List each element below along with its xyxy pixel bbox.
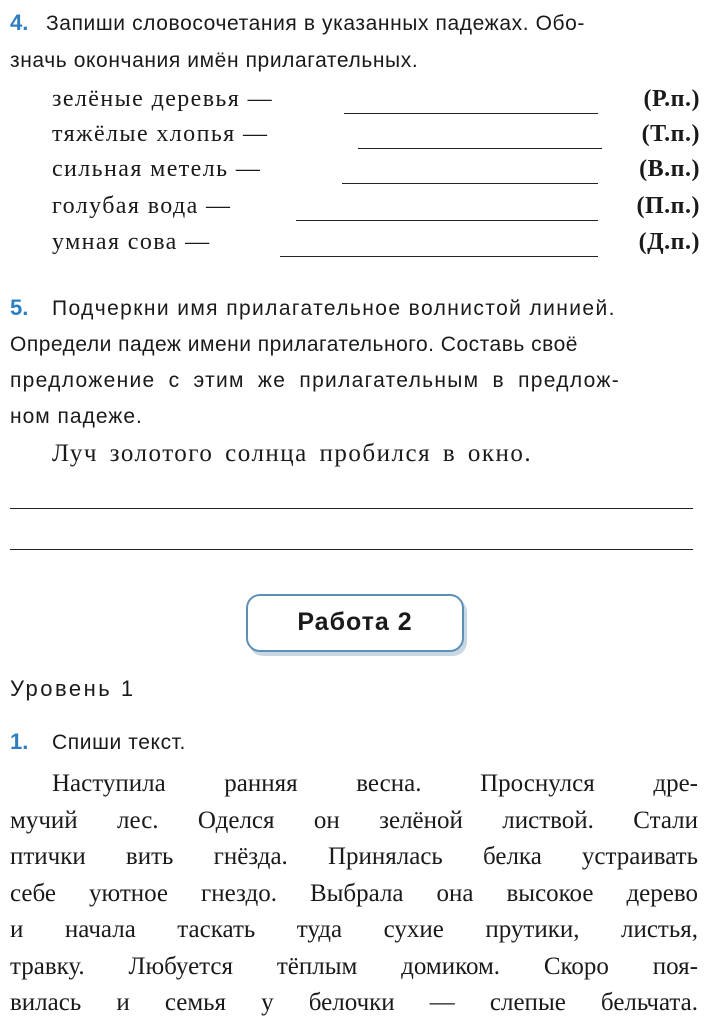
case-label: (П.п.) bbox=[636, 193, 700, 219]
task-5-instruction-line-4: ном падеже. bbox=[10, 405, 143, 428]
task-5-instruction-line-3: предложение с этим же прилагательным в предлож- bbox=[10, 369, 621, 392]
text-line: травку. Любуется тёплым домиком. Скоро поя- bbox=[10, 952, 698, 980]
phrase-text: умная сова — bbox=[52, 229, 211, 255]
phrase-text: тяжёлые хлопья — bbox=[52, 121, 269, 147]
phrase-text: зелёные деревья — bbox=[52, 86, 274, 112]
answer-blank[interactable] bbox=[342, 183, 598, 184]
task-5-instruction-line-2: Определи падеж имени прилагательного. Составь своё bbox=[10, 333, 578, 356]
level-label: Уровень 1 bbox=[10, 676, 136, 701]
phrase-row bbox=[52, 229, 700, 265]
task-1-instruction: Спиши текст. bbox=[52, 731, 186, 754]
task-4-instruction-line-1: Запиши словосочетания в указанных падежах. Обо- bbox=[46, 12, 586, 35]
phrase-text: голубая вода — bbox=[52, 193, 232, 219]
phrase-row bbox=[52, 86, 700, 122]
answer-line[interactable] bbox=[10, 508, 693, 509]
case-label: (Т.п.) bbox=[641, 121, 700, 147]
answer-blank[interactable] bbox=[358, 148, 602, 149]
text-line: и начала таскать туда сухие прутики, листья, bbox=[10, 916, 698, 943]
answer-blank[interactable] bbox=[296, 220, 598, 221]
text-line: себе уютное гнездо. Выбрала она высокое дерево bbox=[10, 879, 698, 907]
task-4-instruction-line-2: значь окончания имён прилагательных. bbox=[10, 49, 419, 72]
task-1-number: 1. bbox=[10, 729, 29, 754]
case-label: (Р.п.) bbox=[643, 86, 700, 112]
task-4-number: 4. bbox=[10, 10, 29, 35]
phrase-row bbox=[52, 156, 700, 192]
answer-line[interactable] bbox=[10, 549, 693, 550]
work-title-badge bbox=[246, 594, 464, 652]
text-line: вилась и семья у белочки — слепые бельчата. bbox=[10, 989, 698, 1016]
work-title: Работа 2 bbox=[297, 608, 413, 636]
task-5-number: 5. bbox=[10, 295, 29, 320]
phrase-row bbox=[52, 193, 700, 229]
copy-text bbox=[10, 766, 698, 1022]
answer-blank[interactable] bbox=[344, 113, 598, 114]
phrase-text: сильная метель — bbox=[52, 156, 262, 182]
example-sentence: Луч золотого солнца пробился в окно. bbox=[52, 440, 533, 467]
text-line: Наступила ранняя весна. Проснулся дре- bbox=[52, 770, 698, 797]
phrase-row bbox=[52, 121, 700, 157]
case-label: (В.п.) bbox=[639, 156, 700, 182]
case-label: (Д.п.) bbox=[638, 229, 700, 255]
answer-blank[interactable] bbox=[280, 256, 598, 257]
text-line: птички вить гнёзда. Принялась белка устраивать bbox=[10, 843, 698, 870]
text-line: мучий лес. Оделся он зелёной листвой. Стали bbox=[10, 806, 698, 834]
task-5-instruction-line-1: Подчеркни имя прилагательное волнистой линией. bbox=[52, 297, 616, 320]
